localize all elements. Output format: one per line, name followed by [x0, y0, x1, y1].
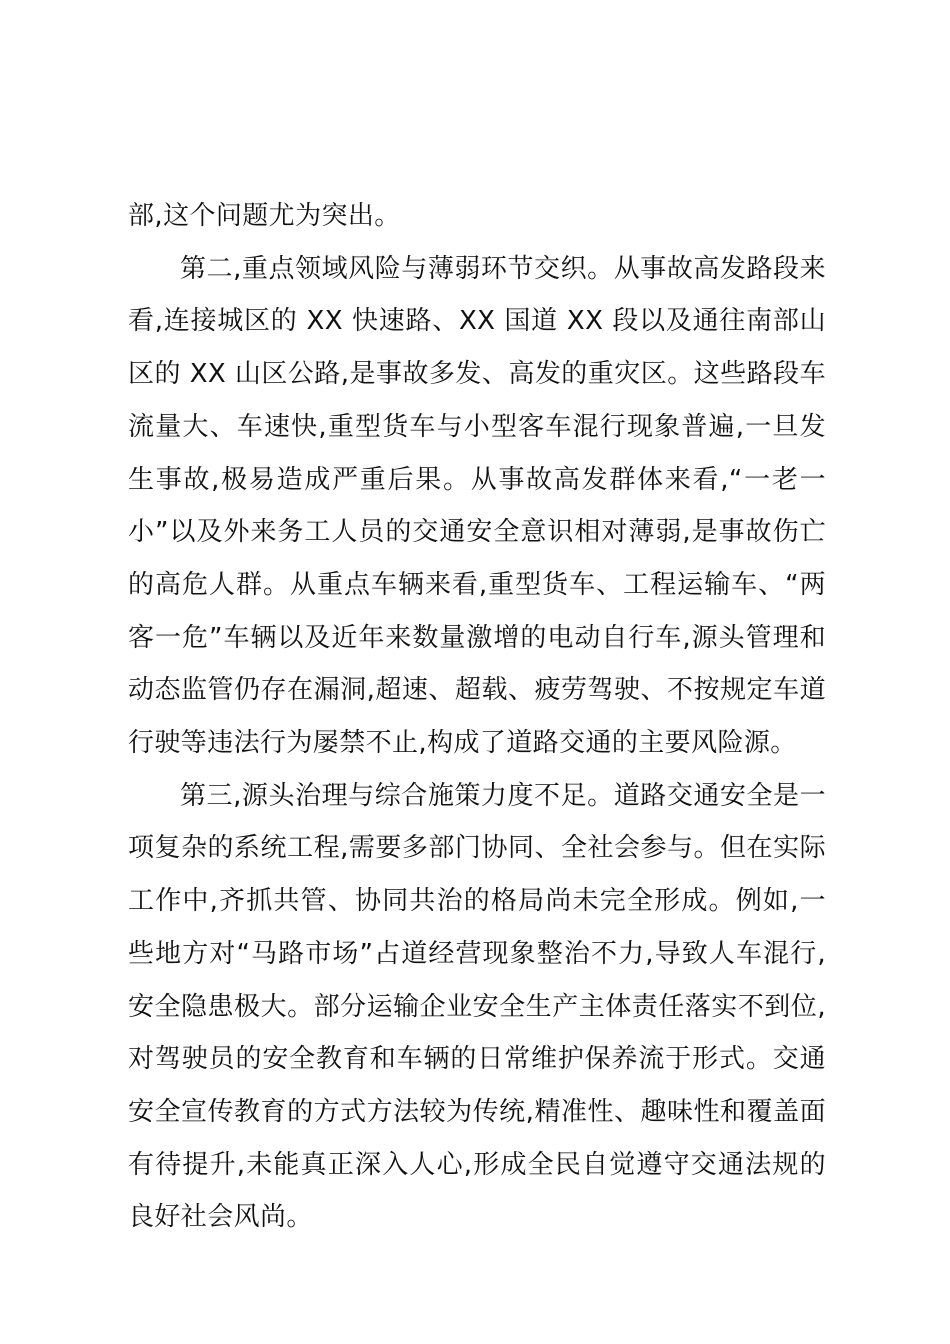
paragraph-third-point: 第三,源头治理与综合施策力度不足。道路交通安全是一项复杂的系统工程,需要多部门协同、全社会参与。但在实际工作中,齐抓共管、协同共治的格局尚未完全形成。例如,一些地方对“马路市场”占道经营现象整治不力,导致人车混行,安全隐患极大。部分运输企业安全生产主体责任落实不到位,对驾驶员的安全教育和车辆的日常维护保养流于形式。交通安全宣传教育的方式方法较为传统,精准性、趣味性和覆盖面有待提升,未能真正深入人心,形成全民自觉遵守交通法规的良好社会风尚。	[128, 780, 826, 1233]
document-body	[128, 190, 826, 1244]
paragraph-second-point: 第二,重点领域风险与薄弱环节交织。从事故高发路段来看,连接城区的 XX 快速路、XX 国道 XX 段以及通往南部山区的 XX 山区公路,是事故多发、高发的重灾区。这些路段车流量大、车速快,重型货车与小型客车混行现象普遍,一旦发生事故,极易造成严重后果。从事故高发群体来看,“一老一小”以及外来务工人员的交通安全意识相对薄弱,是事故伤亡的高危人群。从重点车辆来看,重型货车、工程运输车、“两客一危”车辆以及近年来数量激增的电动自行车,源头管理和动态监管仍存在漏洞,超速、超载、疲劳驾驶、不按规定车道行驶等违法行为屡禁不止,构成了道路交通的主要风险源。	[128, 253, 826, 759]
paragraph-continuation: 部,这个问题尤为突出。	[128, 201, 401, 231]
